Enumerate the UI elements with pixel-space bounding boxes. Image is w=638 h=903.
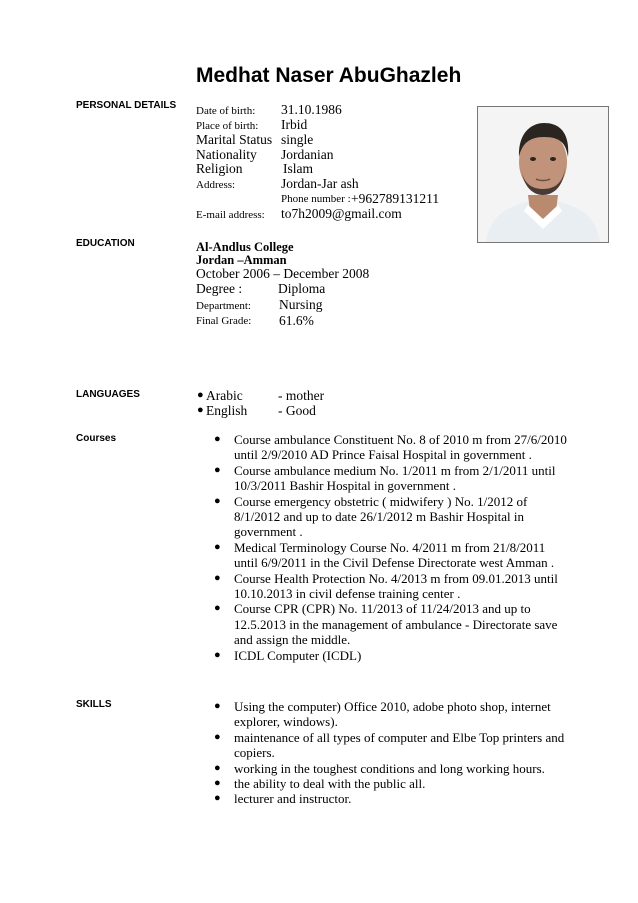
courses-list: [214, 432, 567, 663]
section-skills: SKILLS: [76, 699, 112, 710]
person-portrait-icon: [478, 107, 608, 242]
list-item: ● Course Health Protection No. 4/2013 m from 09.01.2013 until 10.10.2013 in civil defense training center .: [214, 570, 558, 602]
section-personal-details: PERSONAL DETAILS: [76, 100, 177, 111]
phone-label: Phone number :: [281, 193, 351, 205]
language-name: Arabic: [206, 388, 243, 403]
bullet-icon: ●: [214, 433, 221, 445]
education-school: Al-Andlus College: [196, 240, 294, 254]
religion-label: Religion: [196, 161, 243, 176]
education-location: Jordan –Amman: [196, 253, 287, 267]
pob-value: Irbid: [281, 117, 308, 132]
education-period: October 2006 – December 2008: [196, 266, 370, 281]
bullet-icon: ●: [214, 777, 221, 790]
bullet-icon: ●: [214, 792, 221, 805]
email-value: to7h2009@gmail.com: [281, 206, 402, 221]
grade-value: 61.6%: [279, 313, 314, 328]
list-item: ● ICDL Computer (ICDL): [214, 647, 362, 663]
bullet-icon: ●: [214, 700, 221, 712]
list-item: ● lecturer and instructor.: [214, 791, 352, 807]
department-value: Nursing: [279, 297, 323, 312]
email-label: E-mail address:: [196, 209, 265, 221]
bullet-icon: ●: [214, 494, 221, 507]
section-languages: LANGUAGES: [76, 389, 140, 400]
bullet-icon: ●: [214, 463, 221, 476]
bullet-icon: ●: [214, 571, 221, 584]
marital-value: single: [281, 132, 314, 147]
pob-label: Place of birth:: [196, 120, 259, 132]
dob-value: 31.10.1986: [281, 102, 342, 117]
list-item: ● the ability to deal with the public all.: [214, 776, 426, 792]
list-item: ● maintenance of all types of computer and Elbe Top printers and copiers.: [214, 729, 565, 761]
nationality-value: Jordanian: [281, 147, 334, 162]
religion-value: Islam: [283, 161, 313, 176]
marital-label: Marital Status: [196, 132, 273, 147]
language-level: - Good: [278, 403, 316, 418]
resume-name: Medhat Naser AbuGhazleh: [196, 64, 462, 87]
profile-photo: [477, 106, 609, 243]
section-courses: Courses: [76, 433, 117, 444]
language-level: - mother: [278, 388, 325, 403]
list-item: ● Course emergency obstetric ( midwifery ) No. 1/2012 of 8/1/2012 and up to date 26/1/2012 m Bashir Hospital in government .: [214, 493, 528, 540]
department-label: Department:: [196, 300, 251, 312]
bullet-icon: ●: [214, 540, 221, 553]
list-item: ● Using the computer) Office 2010, adobe photo shop, internet explorer, windows).: [214, 699, 551, 730]
language-name: English: [206, 403, 248, 418]
nationality-label: Nationality: [196, 147, 257, 162]
section-education: EDUCATION: [76, 238, 135, 249]
grade-label: Final Grade:: [196, 315, 252, 327]
bullet-icon: ●: [197, 404, 204, 416]
bullet-icon: ●: [214, 730, 221, 743]
list-item: ● Course CPR (CPR) No. 11/2013 of 11/24/2013 and up to 12.5.2013 in the management of ambulance - Directorate save and assign the middle.: [214, 601, 558, 648]
degree-value: Diploma: [278, 281, 326, 296]
skills-list: [214, 699, 565, 807]
degree-label: Degree :: [196, 281, 243, 296]
bullet-icon: ●: [197, 389, 204, 401]
bullet-icon: ●: [214, 602, 221, 615]
list-item: ● Medical Terminology Course No. 4/2011 m from 21/8/2011 until 6/9/2011 in the Civil Defense Directorate west Amman .: [214, 539, 555, 571]
bullet-icon: ●: [214, 761, 221, 774]
bullet-icon: ●: [214, 648, 221, 661]
list-item: ● working in the toughest conditions and long working hours.: [214, 760, 545, 776]
list-item: ● Course ambulance Constituent No. 8 of 2010 m from 27/6/2010 until 2/9/2010 AD Prince Faisal Hospital in government .: [214, 432, 567, 463]
dob-label: Date of birth:: [196, 105, 256, 117]
address-value: Jordan-Jar ash: [281, 176, 359, 191]
phone-value: +962789131211: [351, 191, 440, 206]
address-label: Address:: [196, 179, 236, 191]
list-item: ● Course ambulance medium No. 1/2011 m from 2/1/2011 until 10/3/2011 Bashir Hospital in government .: [214, 462, 556, 494]
